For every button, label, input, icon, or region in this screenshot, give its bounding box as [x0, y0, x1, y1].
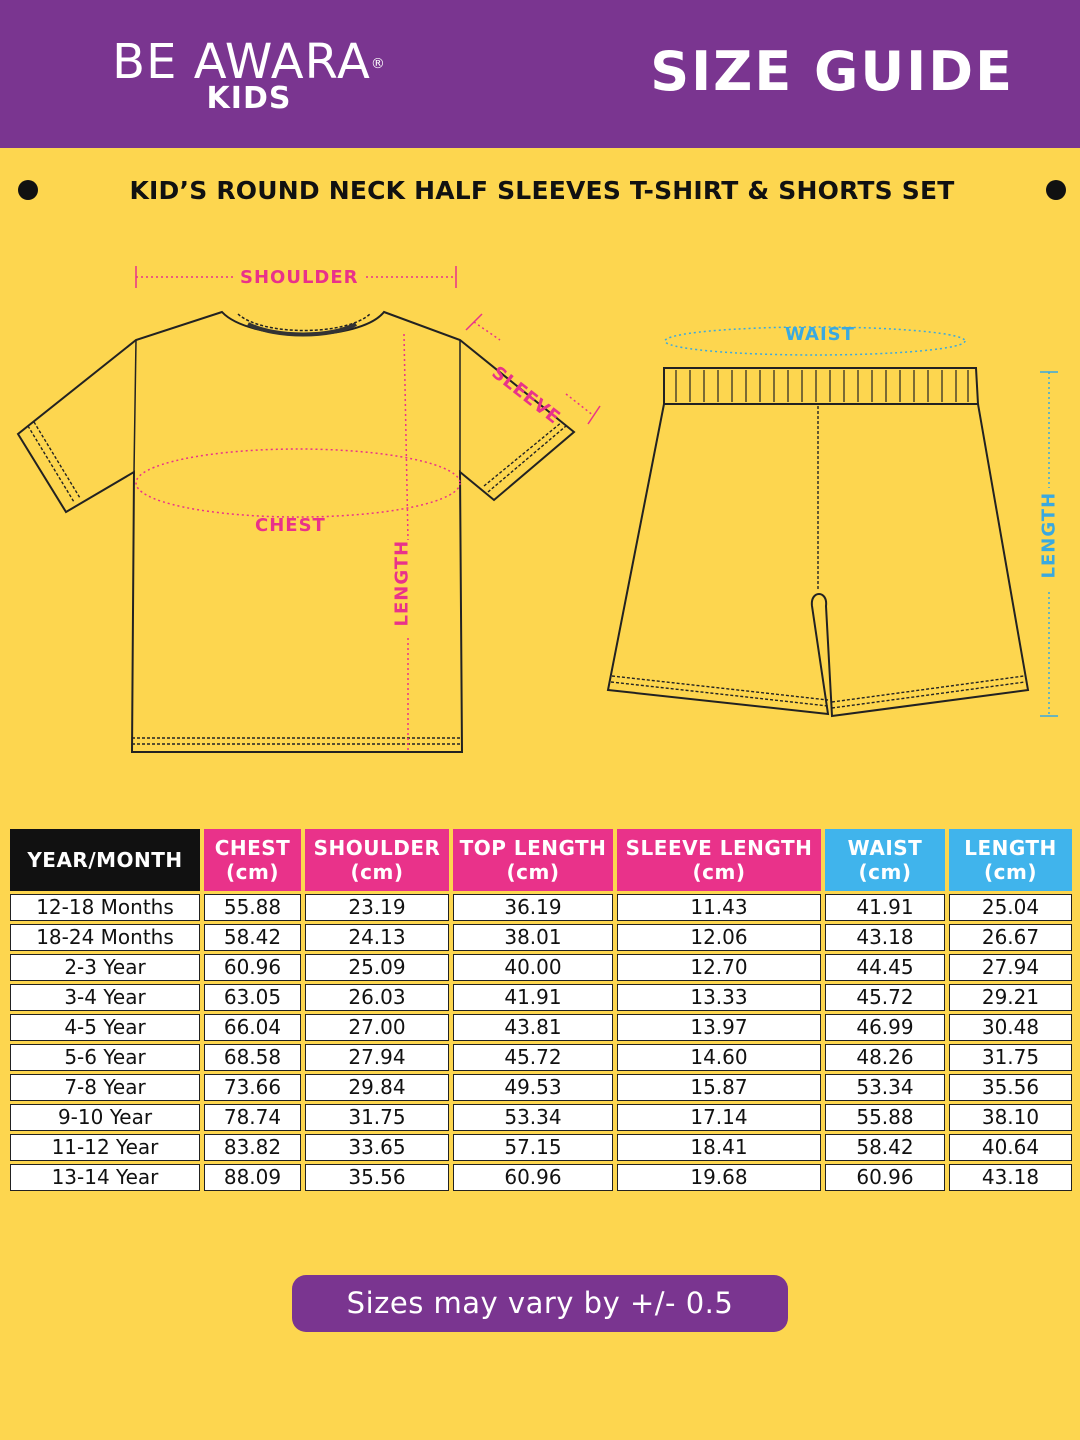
measure-cell: 26.67: [949, 924, 1072, 951]
column-header: SLEEVE LENGTH (cm): [617, 829, 821, 891]
age-cell: 12-18 Months: [10, 894, 200, 921]
table-row: [10, 1164, 1072, 1191]
table-row: [10, 1074, 1072, 1101]
measure-cell: 78.74: [204, 1104, 301, 1131]
table-row: [10, 1044, 1072, 1071]
size-variance-note: Sizes may vary by +/- 0.5: [292, 1275, 788, 1332]
measure-cell: 38.10: [949, 1104, 1072, 1131]
measure-cell: 14.60: [617, 1044, 821, 1071]
measure-cell: 35.56: [305, 1164, 449, 1191]
measure-cell: 43.81: [453, 1014, 613, 1041]
measure-cell: 60.96: [825, 1164, 945, 1191]
measure-cell: 24.13: [305, 924, 449, 951]
table-header-row: [10, 829, 1072, 891]
column-header: LENGTH (cm): [949, 829, 1072, 891]
measure-cell: 43.18: [825, 924, 945, 951]
table-row: [10, 1014, 1072, 1041]
measure-cell: 40.64: [949, 1134, 1072, 1161]
column-header: WAIST (cm): [825, 829, 945, 891]
measure-cell: 55.88: [825, 1104, 945, 1131]
column-header: SHOULDER (cm): [305, 829, 449, 891]
tshirt-length-label: LENGTH: [391, 539, 413, 627]
age-cell: 13-14 Year: [10, 1164, 200, 1191]
measure-cell: 49.53: [453, 1074, 613, 1101]
measure-cell: 48.26: [825, 1044, 945, 1071]
measure-cell: 60.96: [204, 954, 301, 981]
age-cell: 11-12 Year: [10, 1134, 200, 1161]
product-title: KID’S ROUND NECK HALF SLEEVES T-SHIRT & SHORTS SET: [129, 175, 955, 205]
bullet-icon: [18, 180, 38, 200]
measure-cell: 45.72: [453, 1044, 613, 1071]
measure-cell: 46.99: [825, 1014, 945, 1041]
measure-cell: 19.68: [617, 1164, 821, 1191]
age-cell: 7-8 Year: [10, 1074, 200, 1101]
measure-cell: 41.91: [825, 894, 945, 921]
measure-cell: 44.45: [825, 954, 945, 981]
measure-cell: 58.42: [204, 924, 301, 951]
garment-diagram: [0, 240, 1080, 780]
measure-cell: 57.15: [453, 1134, 613, 1161]
brand-sub: KIDS: [206, 81, 292, 116]
measure-cell: 11.43: [617, 894, 821, 921]
chest-label: CHEST: [255, 515, 326, 536]
measure-cell: 43.18: [949, 1164, 1072, 1191]
column-header: YEAR/MONTH: [10, 829, 200, 891]
measure-cell: 35.56: [949, 1074, 1072, 1101]
measure-cell: 25.04: [949, 894, 1072, 921]
shoulder-label: SHOULDER: [240, 267, 359, 288]
bullet-icon: [1046, 180, 1066, 200]
registered-mark: ®: [370, 56, 386, 72]
measure-cell: 23.19: [305, 894, 449, 921]
product-title-row: [18, 172, 1066, 208]
table-row: [10, 954, 1072, 981]
garment-illustration: [0, 240, 1080, 780]
measure-cell: 13.97: [617, 1014, 821, 1041]
measure-cell: 29.21: [949, 984, 1072, 1011]
size-table: [6, 826, 1076, 1194]
measure-cell: 27.94: [305, 1044, 449, 1071]
measure-cell: 29.84: [305, 1074, 449, 1101]
measure-cell: 73.66: [204, 1074, 301, 1101]
age-cell: 18-24 Months: [10, 924, 200, 951]
measure-cell: 26.03: [305, 984, 449, 1011]
age-cell: 2-3 Year: [10, 954, 200, 981]
measure-cell: 27.00: [305, 1014, 449, 1041]
measure-cell: 18.41: [617, 1134, 821, 1161]
brand-name: BE AWARA: [112, 34, 371, 90]
table-row: [10, 984, 1072, 1011]
shorts-drawing: [608, 368, 1028, 716]
measure-cell: 12.70: [617, 954, 821, 981]
measure-cell: 66.04: [204, 1014, 301, 1041]
measure-cell: 36.19: [453, 894, 613, 921]
column-header: TOP LENGTH (cm): [453, 829, 613, 891]
measure-cell: 13.33: [617, 984, 821, 1011]
measure-cell: 58.42: [825, 1134, 945, 1161]
page-title: SIZE GUIDE: [650, 40, 1014, 103]
measure-cell: 31.75: [305, 1104, 449, 1131]
table-body: [10, 894, 1072, 1191]
column-header: CHEST (cm): [204, 829, 301, 891]
measure-cell: 38.01: [453, 924, 613, 951]
measure-cell: 88.09: [204, 1164, 301, 1191]
age-cell: 4-5 Year: [10, 1014, 200, 1041]
measure-cell: 63.05: [204, 984, 301, 1011]
age-cell: 9-10 Year: [10, 1104, 200, 1131]
measure-cell: 27.94: [949, 954, 1072, 981]
measure-cell: 53.34: [825, 1074, 945, 1101]
waist-label: WAIST: [785, 324, 855, 345]
brand-logo: [64, 34, 434, 114]
measure-cell: 30.48: [949, 1014, 1072, 1041]
sleeve-label: SLEEVE: [487, 362, 565, 429]
table-row: [10, 924, 1072, 951]
measure-cell: 40.00: [453, 954, 613, 981]
measure-cell: 25.09: [305, 954, 449, 981]
table-row: [10, 894, 1072, 921]
measure-cell: 17.14: [617, 1104, 821, 1131]
measure-cell: 41.91: [453, 984, 613, 1011]
measure-cell: 83.82: [204, 1134, 301, 1161]
age-cell: 5-6 Year: [10, 1044, 200, 1071]
measure-cell: 33.65: [305, 1134, 449, 1161]
measure-cell: 53.34: [453, 1104, 613, 1131]
header-banner: [0, 0, 1080, 148]
measure-cell: 60.96: [453, 1164, 613, 1191]
measure-cell: 45.72: [825, 984, 945, 1011]
measure-cell: 12.06: [617, 924, 821, 951]
measure-cell: 15.87: [617, 1074, 821, 1101]
measure-cell: 31.75: [949, 1044, 1072, 1071]
measure-cell: 68.58: [204, 1044, 301, 1071]
age-cell: 3-4 Year: [10, 984, 200, 1011]
shorts-length-label: LENGTH: [1038, 491, 1060, 579]
table-row: [10, 1104, 1072, 1131]
tshirt-measure-lines: [136, 266, 600, 752]
table-row: [10, 1134, 1072, 1161]
measure-cell: 55.88: [204, 894, 301, 921]
